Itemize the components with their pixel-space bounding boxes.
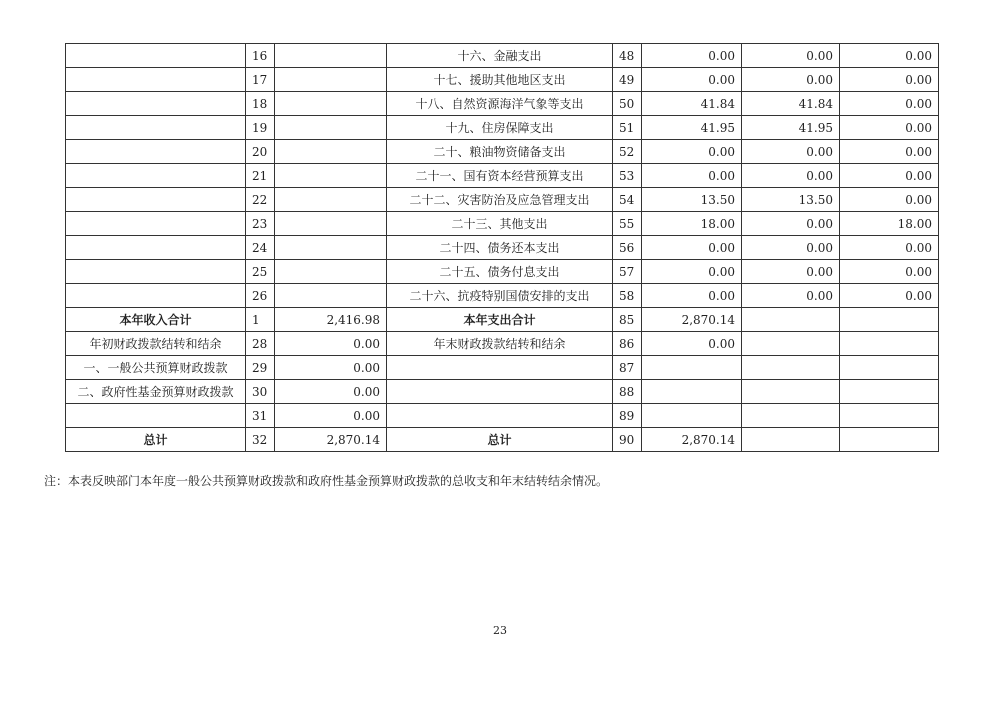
income-amount-cell: 2,416.98 [275, 308, 387, 332]
expense-item-cell: 年末财政拨款结转和结余 [387, 332, 613, 356]
expense-item-cell: 二十二、灾害防治及应急管理支出 [387, 188, 613, 212]
income-item-cell: 二、政府性基金预算财政拨款 [66, 380, 246, 404]
fund-budget-cell: 0.00 [840, 284, 939, 308]
table-footnote: 注：本表反映部门本年度一般公共预算财政拨款和政府性基金预算财政拨款的总收支和年末结转结余情况。 [44, 474, 609, 488]
page-number: 23 [493, 624, 507, 637]
expense-item-cell [387, 380, 613, 404]
income-amount-cell: 0.00 [275, 380, 387, 404]
fund-budget-cell [840, 356, 939, 380]
expense-line-cell: 90 [613, 428, 642, 452]
income-item-cell [66, 92, 246, 116]
table-row [66, 260, 939, 284]
table-row [66, 308, 939, 332]
income-item-cell [66, 44, 246, 68]
general-budget-cell [742, 356, 840, 380]
fund-budget-cell: 0.00 [840, 164, 939, 188]
income-amount-cell: 2,870.14 [275, 428, 387, 452]
table-row [66, 188, 939, 212]
expense-item-cell: 二十五、债务付息支出 [387, 260, 613, 284]
income-item-cell: 年初财政拨款结转和结余 [66, 332, 246, 356]
fund-budget-cell: 0.00 [840, 188, 939, 212]
expense-line-cell: 58 [613, 284, 642, 308]
general-budget-cell: 0.00 [742, 140, 840, 164]
expense-item-cell: 二十四、债务还本支出 [387, 236, 613, 260]
general-budget-cell: 0.00 [742, 260, 840, 284]
table-row [66, 92, 939, 116]
expense-line-cell: 86 [613, 332, 642, 356]
expense-line-cell: 88 [613, 380, 642, 404]
income-line-cell: 26 [246, 284, 275, 308]
income-line-cell: 24 [246, 236, 275, 260]
income-amount-cell [275, 68, 387, 92]
income-amount-cell [275, 260, 387, 284]
table-row [66, 428, 939, 452]
table-row [66, 332, 939, 356]
expense-line-cell: 89 [613, 404, 642, 428]
fund-budget-cell: 0.00 [840, 68, 939, 92]
income-item-cell [66, 140, 246, 164]
table-row [66, 356, 939, 380]
table-row [66, 284, 939, 308]
expense-item-cell: 二十三、其他支出 [387, 212, 613, 236]
income-amount-cell [275, 140, 387, 164]
total-amount-cell: 0.00 [642, 236, 742, 260]
income-line-cell: 23 [246, 212, 275, 236]
fund-budget-cell: 0.00 [840, 92, 939, 116]
income-item-cell [66, 404, 246, 428]
income-line-cell: 19 [246, 116, 275, 140]
income-line-cell: 22 [246, 188, 275, 212]
general-budget-cell: 0.00 [742, 164, 840, 188]
income-item-cell: 一、一般公共预算财政拨款 [66, 356, 246, 380]
income-amount-cell [275, 92, 387, 116]
expense-line-cell: 57 [613, 260, 642, 284]
total-amount-cell [642, 356, 742, 380]
table-body [66, 44, 939, 452]
expense-line-cell: 87 [613, 356, 642, 380]
total-amount-cell: 41.95 [642, 116, 742, 140]
expense-item-cell: 二十、粮油物资储备支出 [387, 140, 613, 164]
general-budget-cell [742, 404, 840, 428]
income-line-cell: 32 [246, 428, 275, 452]
income-line-cell: 1 [246, 308, 275, 332]
income-line-cell: 25 [246, 260, 275, 284]
fund-budget-cell: 0.00 [840, 140, 939, 164]
income-amount-cell [275, 116, 387, 140]
table-row [66, 44, 939, 68]
expense-item-cell: 二十六、抗疫特别国债安排的支出 [387, 284, 613, 308]
expense-item-cell [387, 356, 613, 380]
income-line-cell: 18 [246, 92, 275, 116]
income-amount-cell [275, 212, 387, 236]
general-budget-cell [742, 332, 840, 356]
expense-line-cell: 85 [613, 308, 642, 332]
income-line-cell: 30 [246, 380, 275, 404]
table-row [66, 116, 939, 140]
expense-line-cell: 51 [613, 116, 642, 140]
general-budget-cell: 41.95 [742, 116, 840, 140]
fund-budget-cell [840, 428, 939, 452]
income-item-cell [66, 236, 246, 260]
income-item-cell: 总计 [66, 428, 246, 452]
general-budget-cell: 0.00 [742, 236, 840, 260]
income-line-cell: 29 [246, 356, 275, 380]
income-item-cell [66, 212, 246, 236]
income-amount-cell [275, 44, 387, 68]
total-amount-cell: 0.00 [642, 284, 742, 308]
total-amount-cell: 2,870.14 [642, 428, 742, 452]
total-amount-cell: 0.00 [642, 164, 742, 188]
fund-budget-cell: 0.00 [840, 116, 939, 140]
income-amount-cell: 0.00 [275, 332, 387, 356]
total-amount-cell: 0.00 [642, 332, 742, 356]
total-amount-cell: 0.00 [642, 140, 742, 164]
fund-budget-cell [840, 404, 939, 428]
expense-item-cell: 本年支出合计 [387, 308, 613, 332]
table-row [66, 68, 939, 92]
income-amount-cell: 0.00 [275, 404, 387, 428]
expense-line-cell: 56 [613, 236, 642, 260]
income-line-cell: 20 [246, 140, 275, 164]
expense-item-cell: 十八、自然资源海洋气象等支出 [387, 92, 613, 116]
total-amount-cell [642, 380, 742, 404]
table-row [66, 236, 939, 260]
total-amount-cell: 0.00 [642, 44, 742, 68]
table-row [66, 164, 939, 188]
total-amount-cell: 13.50 [642, 188, 742, 212]
table-row [66, 404, 939, 428]
total-amount-cell: 0.00 [642, 68, 742, 92]
income-amount-cell [275, 188, 387, 212]
expense-item-cell: 十六、金融支出 [387, 44, 613, 68]
income-line-cell: 31 [246, 404, 275, 428]
income-item-cell [66, 188, 246, 212]
total-amount-cell: 18.00 [642, 212, 742, 236]
expense-line-cell: 48 [613, 44, 642, 68]
income-amount-cell [275, 284, 387, 308]
income-item-cell [66, 260, 246, 284]
total-amount-cell: 0.00 [642, 260, 742, 284]
general-budget-cell: 41.84 [742, 92, 840, 116]
fund-budget-cell: 18.00 [840, 212, 939, 236]
income-line-cell: 28 [246, 332, 275, 356]
general-budget-cell: 13.50 [742, 188, 840, 212]
general-budget-cell: 0.00 [742, 284, 840, 308]
table-row [66, 380, 939, 404]
expense-line-cell: 50 [613, 92, 642, 116]
general-budget-cell [742, 428, 840, 452]
fund-budget-cell [840, 332, 939, 356]
income-amount-cell [275, 236, 387, 260]
general-budget-cell: 0.00 [742, 44, 840, 68]
expense-line-cell: 52 [613, 140, 642, 164]
general-budget-cell [742, 380, 840, 404]
fund-budget-cell [840, 308, 939, 332]
income-amount-cell [275, 164, 387, 188]
expense-item-cell: 十九、住房保障支出 [387, 116, 613, 140]
income-item-cell [66, 164, 246, 188]
table-row [66, 140, 939, 164]
expense-item-cell: 二十一、国有资本经营预算支出 [387, 164, 613, 188]
income-amount-cell: 0.00 [275, 356, 387, 380]
expense-line-cell: 49 [613, 68, 642, 92]
expense-item-cell: 十七、援助其他地区支出 [387, 68, 613, 92]
total-amount-cell: 2,870.14 [642, 308, 742, 332]
income-item-cell [66, 284, 246, 308]
table-row [66, 212, 939, 236]
expense-item-cell [387, 404, 613, 428]
expense-line-cell: 54 [613, 188, 642, 212]
general-budget-cell: 0.00 [742, 68, 840, 92]
fund-budget-cell: 0.00 [840, 260, 939, 284]
income-line-cell: 17 [246, 68, 275, 92]
expense-line-cell: 55 [613, 212, 642, 236]
fund-budget-cell: 0.00 [840, 44, 939, 68]
income-item-cell: 本年收入合计 [66, 308, 246, 332]
income-item-cell [66, 116, 246, 140]
budget-table [65, 43, 939, 452]
fund-budget-cell [840, 380, 939, 404]
income-item-cell [66, 68, 246, 92]
total-amount-cell: 41.84 [642, 92, 742, 116]
general-budget-cell [742, 308, 840, 332]
general-budget-cell: 0.00 [742, 212, 840, 236]
income-line-cell: 16 [246, 44, 275, 68]
fund-budget-cell: 0.00 [840, 236, 939, 260]
income-line-cell: 21 [246, 164, 275, 188]
expense-item-cell: 总计 [387, 428, 613, 452]
total-amount-cell [642, 404, 742, 428]
expense-line-cell: 53 [613, 164, 642, 188]
